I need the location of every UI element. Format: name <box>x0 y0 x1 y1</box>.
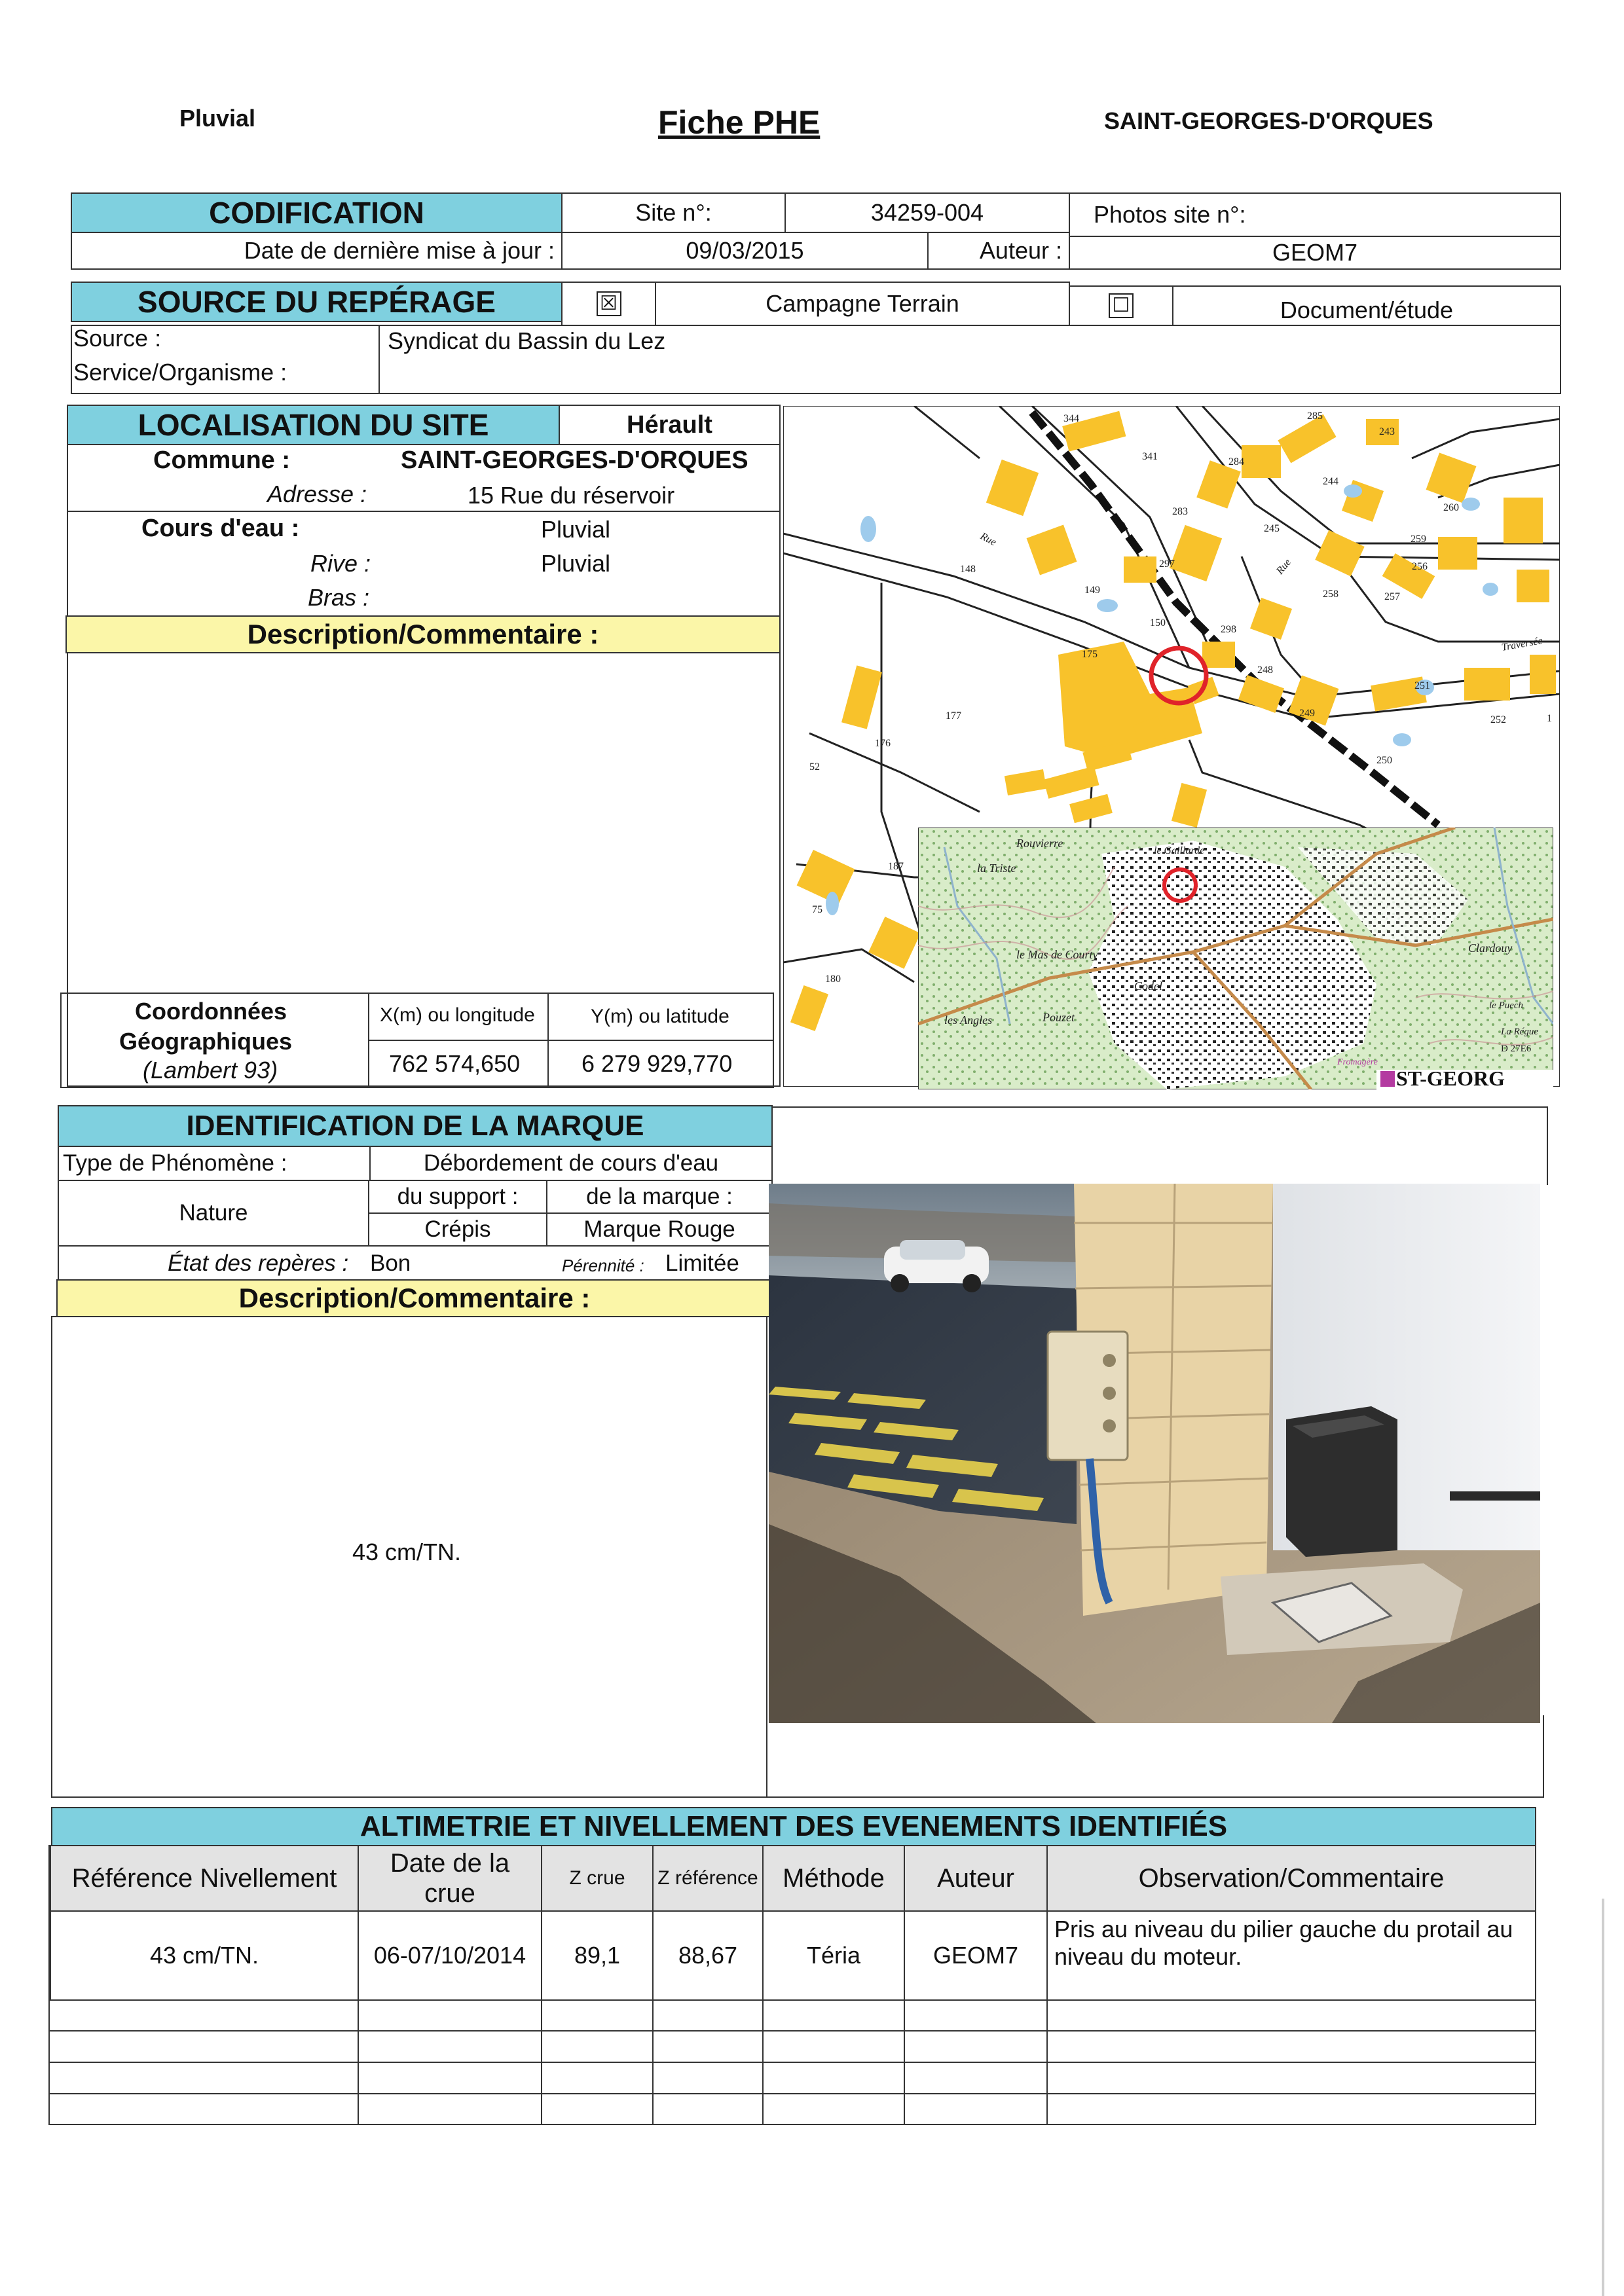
svg-text:75: 75 <box>812 904 822 915</box>
svg-text:la Triste: la Triste <box>977 862 1016 875</box>
source-heading: SOURCE DU REPÉRAGE <box>71 282 563 322</box>
x-value: 762 574,650 <box>389 1050 521 1077</box>
rive-value: Pluvial <box>541 550 611 577</box>
site-label: Site n°: <box>561 192 786 233</box>
svg-text:Traversée: Traversée <box>1500 635 1543 653</box>
commune-value: SAINT-GEORGES-D'ORQUES <box>401 446 748 474</box>
identification-desc-value: 43 cm/TN. <box>352 1539 462 1565</box>
perennite-value: Limitée <box>665 1250 739 1276</box>
svg-text:177: 177 <box>946 710 961 721</box>
commune-label: Commune : <box>153 446 290 474</box>
svg-text:les Angles: les Angles <box>944 1013 993 1027</box>
svg-text:Pouzet: Pouzet <box>1043 1011 1075 1024</box>
x-label: X(m) ou longitude <box>380 1004 535 1026</box>
service-value: Syndicat du Bassin du Lez <box>388 327 666 354</box>
svg-text:298: 298 <box>1221 624 1236 635</box>
etat-label: État des repères : <box>168 1250 349 1276</box>
type-label: Type de Phénomène : <box>58 1146 371 1181</box>
svg-text:Codel: Codel <box>1134 979 1162 993</box>
y-value: 6 279 929,770 <box>581 1050 733 1077</box>
etat-value: Bon <box>370 1250 411 1276</box>
svg-text:Clardouy: Clardouy <box>1468 941 1513 955</box>
localisation-heading: LOCALISATION DU SITE <box>67 405 560 445</box>
col-zcrue: Z crue <box>541 1845 654 1912</box>
departement: Hérault <box>559 405 781 445</box>
svg-text:344: 344 <box>1063 413 1079 424</box>
date-value: 09/03/2015 <box>561 232 929 270</box>
svg-text:297: 297 <box>1159 558 1175 570</box>
codification-heading: CODIFICATION <box>71 192 563 233</box>
svg-text:Rue: Rue <box>978 530 999 549</box>
svg-text:149: 149 <box>1084 585 1100 596</box>
scan-edge <box>1602 1899 1604 2296</box>
svg-text:1: 1 <box>1547 713 1552 724</box>
svg-text:252: 252 <box>1490 714 1506 725</box>
svg-text:250: 250 <box>1376 755 1392 766</box>
campagne-terrain-label: Campagne Terrain <box>655 282 1070 326</box>
rive-label: Rive : <box>310 550 371 577</box>
col-zreference: Z référence <box>652 1845 764 1912</box>
coords-label-3: (Lambert 93) <box>143 1057 278 1084</box>
svg-text:148: 148 <box>960 564 976 575</box>
svg-text:260: 260 <box>1443 502 1459 513</box>
svg-text:le Mas de Courty: le Mas de Courty <box>1016 948 1098 961</box>
adresse-value: 15 Rue du réservoir <box>468 482 675 509</box>
col-date: Date de la crue <box>358 1845 542 1912</box>
page-title: Fiche PHE <box>658 104 821 141</box>
cours-label: Cours d'eau : <box>141 515 300 542</box>
svg-text:283: 283 <box>1172 506 1188 517</box>
svg-text:le Gaillarde: le Gaillarde <box>1154 845 1205 856</box>
type-value: Débordement de cours d'eau <box>369 1146 773 1181</box>
nature-label: Nature <box>58 1180 369 1247</box>
col-auteur: Auteur <box>904 1845 1048 1912</box>
altimetrie-heading: ALTIMETRIE ET NIVELLEMENT DES EVENEMENTS IDENTIFIÉS <box>51 1807 1536 1846</box>
svg-text:52: 52 <box>809 761 820 773</box>
svg-text:D 27E6: D 27E6 <box>1501 1044 1532 1054</box>
svg-text:187: 187 <box>888 861 904 872</box>
perennite-label: Pérennité : <box>562 1256 644 1275</box>
svg-text:285: 285 <box>1307 410 1323 422</box>
svg-text:180: 180 <box>825 974 841 985</box>
adresse-label: Adresse : <box>267 481 367 507</box>
source-label: Source : <box>73 325 162 352</box>
site-value: 34259-004 <box>784 192 1070 233</box>
svg-text:150: 150 <box>1150 617 1166 629</box>
header-right: SAINT-GEORGES-D'ORQUES <box>1104 107 1433 134</box>
site-photo <box>769 1184 1540 1723</box>
auteur-label: Auteur : <box>927 232 1070 270</box>
identification-desc-heading: Description/Commentaire : <box>56 1279 773 1317</box>
support-value: Crépis <box>368 1212 547 1247</box>
svg-text:248: 248 <box>1257 665 1273 676</box>
document-checkbox[interactable]: ☐ <box>1069 285 1173 326</box>
identification-heading: IDENTIFICATION DE LA MARQUE <box>58 1105 773 1147</box>
svg-text:251: 251 <box>1414 680 1430 691</box>
header-left: Pluvial <box>179 105 256 132</box>
cours-value: Pluvial <box>541 516 611 543</box>
svg-text:Rue: Rue <box>1274 556 1294 577</box>
svg-text:245: 245 <box>1264 523 1280 534</box>
localisation-desc-heading: Description/Commentaire : <box>65 615 781 653</box>
auteur-value: GEOM7 <box>1069 236 1561 270</box>
coords-label-1: Coordonnées <box>135 998 287 1025</box>
document-etude-label: Document/étude <box>1172 285 1561 326</box>
col-methode: Méthode <box>762 1845 905 1912</box>
marque-value: Marque Rouge <box>546 1212 773 1247</box>
svg-text:ST-GEORG: ST-GEORG <box>1396 1066 1505 1089</box>
coords-label-2: Géographiques <box>119 1028 293 1055</box>
svg-text:256: 256 <box>1412 561 1428 572</box>
bras-label: Bras : <box>308 584 370 611</box>
svg-text:Rouvierre: Rouvierre <box>1016 837 1063 850</box>
campagne-checkbox[interactable]: ☒ <box>561 282 656 326</box>
svg-text:le Puech: le Puech <box>1489 1000 1524 1011</box>
photos-label: Photos site n°: <box>1069 192 1561 237</box>
svg-text:La Régue: La Régue <box>1501 1027 1539 1037</box>
identification-right-frame <box>771 1106 1548 1185</box>
svg-text:Fromagère: Fromagère <box>1337 1057 1378 1067</box>
svg-text:257: 257 <box>1384 591 1400 602</box>
service-label: Service/Organisme : <box>73 359 287 386</box>
svg-text:176: 176 <box>875 738 891 749</box>
y-label: Y(m) ou latitude <box>591 1006 729 1027</box>
date-label: Date de dernière mise à jour : <box>71 232 563 270</box>
col-observation: Observation/Commentaire <box>1046 1845 1536 1912</box>
topo-inset-map <box>918 828 1553 1089</box>
support-label: du support : <box>368 1180 547 1214</box>
svg-text:243: 243 <box>1379 426 1395 437</box>
svg-text:259: 259 <box>1411 534 1426 545</box>
svg-text:244: 244 <box>1323 476 1338 487</box>
svg-text:258: 258 <box>1323 589 1338 600</box>
marque-label: de la marque : <box>546 1180 773 1214</box>
svg-text:249: 249 <box>1299 708 1315 719</box>
svg-text:175: 175 <box>1082 649 1098 660</box>
empty-rows <box>48 1999 1536 2125</box>
svg-text:341: 341 <box>1142 451 1158 462</box>
svg-text:284: 284 <box>1228 456 1244 467</box>
col-reference: Référence Nivellement <box>50 1845 359 1912</box>
